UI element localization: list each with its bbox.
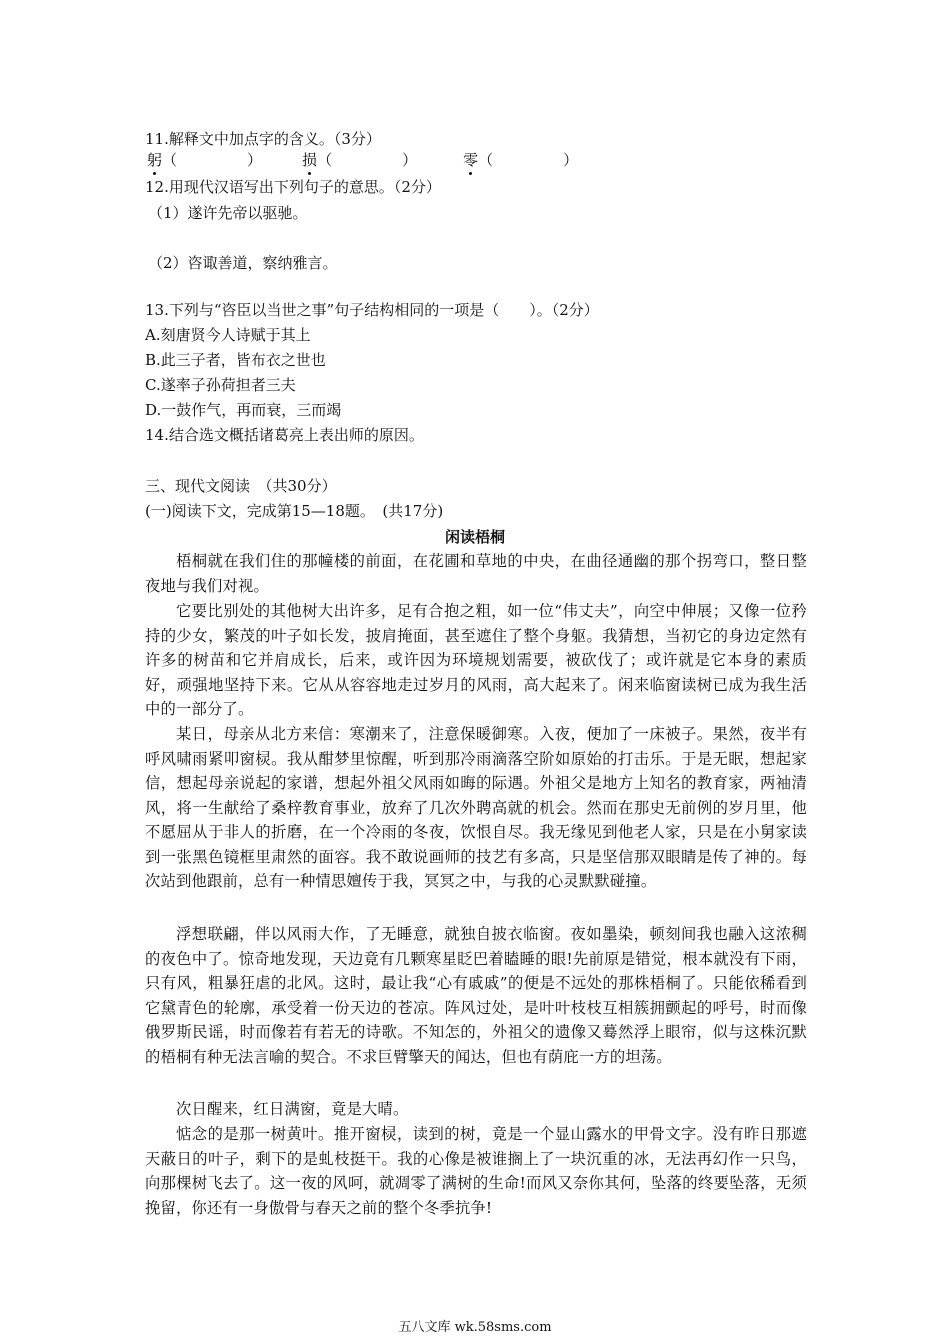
q11-blank-2-close: ） bbox=[402, 151, 418, 169]
q11-blank-1-close: ） bbox=[247, 151, 263, 169]
article-paragraph-6: 惦念的是那一树黄叶。推开窗棂，读到的树，竟是一个显山露水的甲骨文字。没有昨日那遮天蔽日的叶子，剩下的是虬枝挺干。我的心像是被谁搁上了一块沉重的冰，无法再幻作一只鸟，向那棵树飞去了。这一夜的风呵，就凋零了满树的生命!而风又奈你其何，坠落的终要坠落，无须挽留，你还有一身傲骨与春天之前的整个冬季抗争! bbox=[145, 1125, 807, 1217]
article-title: 闲读梧桐 bbox=[444, 528, 505, 546]
q12-title: 12.用现代汉语写出下列句子的意思。（2分） bbox=[145, 178, 441, 196]
q11-blank-1-open: （ bbox=[162, 151, 178, 169]
article-paragraph-1: 梧桐就在我们住的那幢楼的前面，在花圃和草地的中央，在曲径通幽的那个拐弯口，整日整夜地与我们对视。 bbox=[145, 552, 807, 595]
article-paragraph-4: 浮想联翩，伴以风雨大作，了无睡意，就独自披衣临窗。夜如墨染，顿刻间我也融入这浓稠的夜色中了。惊奇地发现，天边竟有几颗寒星眨巴着瞌睡的眼!先前原是错觉，根本就没有下雨，只有风，粗暴狂虐的北风。这时，最让我“心有戚戚”的便是不远处的那株梧桐了。只能依稀看到它黛青色的轮廓，承受着一份天边的苍凉。阵风过处，是叶叶枝枝互相簇拥颤起的呼号，时而像俄罗斯民谣，时而像若有若无的诗歌。不知怎的，外祖父的遗像又蓦然浮上眼帘，似与这株沉默的梧桐有种无法言喻的契合。不求巨臂擎天的闻达，但也有荫庇一方的坦荡。 bbox=[145, 925, 807, 1066]
footer-watermark: 五八文库 wk.58sms.com bbox=[398, 1320, 552, 1335]
q11-word-1: 躬 bbox=[147, 148, 162, 172]
section3-title: 三、现代文阅读 （共30分） bbox=[145, 477, 337, 495]
q11-word-3: 零 bbox=[463, 148, 478, 172]
article-paragraph-2: 它要比别处的其他树大出许多，足有合抱之粗，如一位“伟丈夫”，向空中伸展；又像一位矜持的少女，繁茂的叶子如长发，披肩掩面，甚至遮住了整个身躯。我猜想，当初它的身边定然有许多的树苗和它并肩成长，后来，或许因为环境规划需要，被砍伐了；或许就是它本身的素质好，顽强地坚持下来。它从从容容地走过岁月的风雨，高大起来了。闲来临窗读树已成为我生活中的一部分了。 bbox=[145, 602, 807, 718]
q13-title: 13.下列与“咨臣以当世之事”句子结构相同的一项是（ ）。（2分） bbox=[145, 301, 599, 319]
q11-blank-2-open: （ bbox=[317, 151, 333, 169]
q11-title: 11.解释文中加点字的含义。（3分） bbox=[145, 130, 381, 148]
article-paragraph-3: 某日，母亲从北方来信：寒潮来了，注意保暖御寒。入夜，便加了一床被子。果然，夜半有呼风啸雨紧叩窗棂。我从酣梦里惊醒，听到那冷雨滴落空阶如原始的打击乐。于是无眠，想起家信，想起母亲说起的家谱，想起外祖父风雨如晦的际遇。外祖父是地方上知名的教育家，两袖清风，将一生献给了桑梓教育事业，放弃了几次外聘高就的机会。然而在那史无前例的岁月里，他不愿屈从于非人的折磨，在一个冷雨的冬夜，饮恨自尽。我无缘见到他老人家，只是在小舅家读到一张黑色镜框里肃然的面容。我不敢说画师的技艺有多高，只是坚信那双眼睛是传了神的。每次站到他跟前，总有一种情思嬗传于我，冥冥之中，与我的心灵默默碰撞。 bbox=[145, 725, 807, 890]
q14-title: 14.结合选文概括诸葛亮上表出师的原因。 bbox=[145, 426, 424, 444]
q13-option-a: A.刻唐贤今人诗赋于其上 bbox=[145, 326, 311, 344]
article-paragraph-5: 次日醒来，红日满窗，竟是大晴。 bbox=[176, 1100, 409, 1118]
q13-option-c: C.遂率子孙荷担者三夫 bbox=[145, 376, 296, 394]
q11-blanks bbox=[147, 148, 578, 172]
section3-subtitle: (一)阅读下文，完成第15—18题。 (共17分) bbox=[145, 502, 444, 520]
q12-sentence-1: （1）遂许先帝以驱驰。 bbox=[148, 204, 308, 222]
q13-option-d: D.一鼓作气，再而衰，三而竭 bbox=[145, 401, 342, 419]
q11-word-2: 损 bbox=[302, 148, 317, 172]
q12-sentence-2: （2）咨诹善道，察纳雅言。 bbox=[148, 254, 338, 272]
q13-option-b: B.此三子者，皆布衣之世也 bbox=[145, 351, 326, 369]
q11-blank-3-close: ） bbox=[563, 151, 579, 169]
q11-blank-3-open: （ bbox=[478, 151, 494, 169]
